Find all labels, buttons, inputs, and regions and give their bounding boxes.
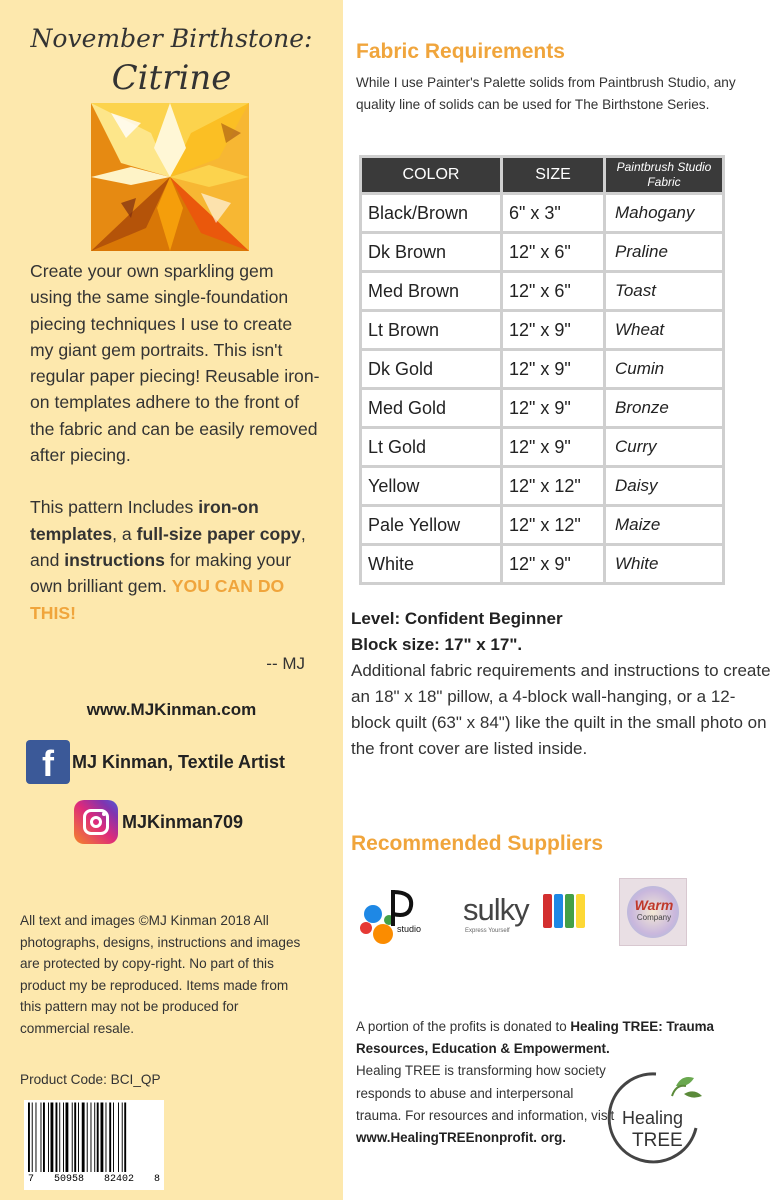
table-row xyxy=(362,312,722,348)
fabric-table xyxy=(359,155,725,585)
fabric-requirements-heading: Fabric Requirements xyxy=(356,40,565,63)
healing-org-name: Healing TREE: Trauma Resources, Education & Empowerment. xyxy=(356,1019,714,1057)
cell-color: White xyxy=(362,546,500,582)
table-row xyxy=(362,468,722,504)
cell-color: Black/Brown xyxy=(362,195,500,231)
barcode-digit-group: 50958 xyxy=(53,1174,84,1185)
barcode-digit-group: 7 xyxy=(28,1174,35,1185)
cell-size: 12" x 12" xyxy=(503,507,603,543)
sulky-wordmark: sulky xyxy=(463,892,529,927)
warm-company-wordmark: Warm xyxy=(634,897,674,913)
cell-size: 6" x 3" xyxy=(503,195,603,231)
instagram-link[interactable] xyxy=(74,800,243,844)
table-row xyxy=(362,234,722,270)
cell-size: 12" x 6" xyxy=(503,234,603,270)
cell-fabric: Praline xyxy=(606,234,722,270)
table-row xyxy=(362,507,722,543)
copyright-notice: All text and images ©MJ Kinman 2018 All photographs, designs, instructions and images are protected by copy-right. No part of this product my be reproduced. Items made from this pattern may not be produced for commercial resale. xyxy=(20,913,301,1036)
cell-fabric: Daisy xyxy=(606,468,722,504)
description-text xyxy=(30,258,320,626)
barcode-digit-group: 82402 xyxy=(103,1174,134,1185)
cell-color: Dk Brown xyxy=(362,234,500,270)
warm-company-logo[interactable] xyxy=(619,878,687,946)
cell-color: Yellow xyxy=(362,468,500,504)
bold-fragment: iron-on templates xyxy=(30,497,259,544)
healing-tree-logo-line1: Healing xyxy=(622,1108,684,1128)
facebook-label: MJ Kinman, Textile Artist xyxy=(72,751,286,772)
description-paragraph-1: Create your own sparkling gem using the same single-foundation piecing techniques I use to create my giant gem portraits. This isn't regular paper piecing! Reusable iron-on templates adhere to the front of the fabric and can be easily removed after piecing. xyxy=(30,261,320,466)
block-size-label: Block size: 17" x 17". xyxy=(351,635,523,654)
product-code: Product Code: BCI_QP xyxy=(20,1072,161,1087)
bold-fragment: full-size paper copy xyxy=(136,523,301,544)
cell-size: 12" x 9" xyxy=(503,390,603,426)
cell-fabric: Wheat xyxy=(606,312,722,348)
facebook-icon: f xyxy=(26,740,70,784)
right-panel xyxy=(343,0,776,1200)
cell-fabric: Bronze xyxy=(606,390,722,426)
cell-size: 12" x 9" xyxy=(503,312,603,348)
instagram-icon-dot xyxy=(102,812,106,816)
table-row xyxy=(362,390,722,426)
table-row xyxy=(362,195,722,231)
column-header-fabric: Paintbrush Studio Fabric xyxy=(606,158,722,192)
table-row xyxy=(362,429,722,465)
cell-color: Dk Gold xyxy=(362,351,500,387)
recommended-suppliers-heading: Recommended Suppliers xyxy=(351,832,604,855)
paintbrush-studio-logo[interactable] xyxy=(353,880,423,950)
level-label: Level: Confident Beginner xyxy=(351,609,563,628)
table-row xyxy=(362,351,722,387)
table-row xyxy=(362,546,722,582)
instagram-icon xyxy=(74,800,118,844)
column-header-color: COLOR xyxy=(362,158,500,192)
accent-text: YOU CAN DO THIS! xyxy=(30,576,285,623)
text-fragment: This pattern Includes xyxy=(30,497,199,518)
signature: -- MJ xyxy=(266,654,305,673)
paintbrush-studio-label: studio xyxy=(397,924,422,934)
barcode-digits xyxy=(24,1172,164,1190)
cell-fabric: Mahogany xyxy=(606,195,722,231)
warm-company-sub: Company xyxy=(636,913,672,922)
cell-size: 12" x 12" xyxy=(503,468,603,504)
cell-color: Lt Brown xyxy=(362,312,500,348)
cell-size: 12" x 9" xyxy=(503,351,603,387)
website-link[interactable]: www.MJKinman.com xyxy=(86,700,257,719)
instagram-label: MJKinman709 xyxy=(122,811,244,832)
cell-size: 12" x 9" xyxy=(503,429,603,465)
cell-fabric: Curry xyxy=(606,429,722,465)
supplier-logos xyxy=(351,872,771,952)
instagram-icon-lens xyxy=(90,816,102,828)
cell-color: Pale Yellow xyxy=(362,507,500,543)
healing-description: Healing TREE is transforming how society responds to abuse and interpersonal trauma. For resources and information, visit xyxy=(356,1063,615,1123)
text-fragment: , a xyxy=(112,523,137,544)
fabric-intro: While I use Painter's Palette solids from Paintbrush Studio, any quality line of solids can be used for The Birthstone Series. xyxy=(356,75,736,112)
cell-fabric: Toast xyxy=(606,273,722,309)
cell-size: 12" x 6" xyxy=(503,273,603,309)
title-line1: November Birthstone: xyxy=(30,24,313,53)
cell-size: 12" x 9" xyxy=(503,546,603,582)
description-paragraph-2 xyxy=(30,494,320,625)
citrine-gem-image xyxy=(91,103,249,251)
barcode-digit-group: 8 xyxy=(153,1174,160,1185)
cell-fabric: Cumin xyxy=(606,351,722,387)
table-row xyxy=(362,273,722,309)
sulky-logo[interactable] xyxy=(463,890,588,938)
cell-color: Lt Gold xyxy=(362,429,500,465)
healing-tree-logo xyxy=(596,1068,714,1164)
cell-color: Med Gold xyxy=(362,390,500,426)
sulky-tagline: Express Yourself xyxy=(465,928,510,934)
thread-spools-icon xyxy=(543,890,587,928)
cell-fabric: Maize xyxy=(606,507,722,543)
left-panel xyxy=(0,0,343,1200)
level-info xyxy=(351,606,771,762)
title-gem-name: Citrine xyxy=(111,58,232,98)
healing-text: A portion of the profits is donated to xyxy=(356,1019,571,1034)
facebook-link[interactable] xyxy=(26,740,285,784)
cell-fabric: White xyxy=(606,546,722,582)
text-fragment: for making your own brilliant gem. xyxy=(30,549,292,597)
cell-color: Med Brown xyxy=(362,273,500,309)
bold-fragment: instructions xyxy=(64,549,165,570)
text-fragment: , and xyxy=(30,523,306,570)
column-header-size: SIZE xyxy=(503,158,603,192)
table-header-row xyxy=(362,158,722,192)
healing-tree-logo-line2: TREE xyxy=(632,1130,683,1151)
additional-requirements: Additional fabric requirements and instructions to create an 18" x 18" pillow, a 4-block wall-hanging, or a 12-block quilt (63" x 84") like the quilt in the small photo on the front cover are listed inside. xyxy=(351,661,771,758)
healing-website-link[interactable]: www.HealingTREEnonprofit. org. xyxy=(356,1130,567,1146)
